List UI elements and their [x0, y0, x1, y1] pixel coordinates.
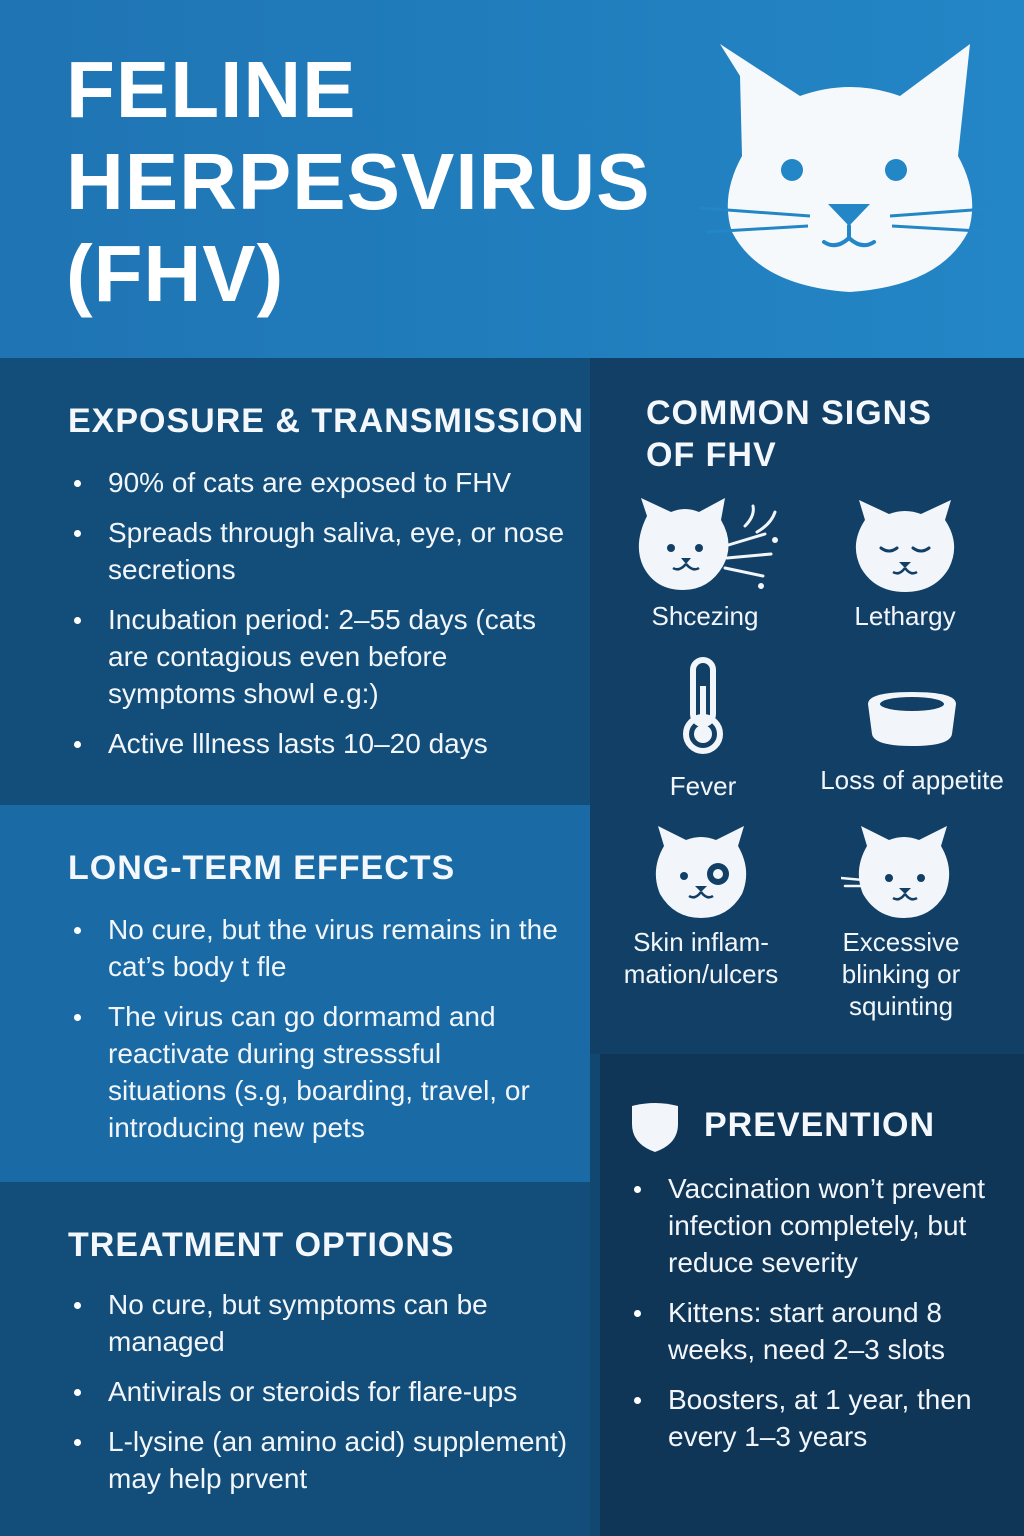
title-line-2: HERPESVIRUS [66, 137, 651, 226]
exposure-section [0, 358, 590, 805]
sign-blinking [796, 824, 1006, 1022]
list-item: Antivirals or steroids for flare-ups [68, 1373, 573, 1410]
sign-label: Shcezing [651, 601, 759, 631]
title-line-3: (FHV) [66, 229, 285, 318]
sign-label: Excessive blinking or squinting [841, 927, 961, 1021]
prevention-list [628, 1170, 1008, 1468]
list-item: Kittens: start around 8 weeks, need 2–3 slots [628, 1294, 1008, 1368]
squinting-cat-icon [841, 824, 961, 920]
list-item: Vaccination won’t prevent infection completely, but reduce severity [628, 1170, 1008, 1281]
title-line-1: FELINE [66, 45, 357, 134]
sneezing-cat-icon [625, 496, 785, 594]
sign-fever [598, 656, 808, 802]
list-item: Boosters, at 1 year, then every 1–3 years [628, 1381, 1008, 1455]
list-item: No cure, but symptoms can be managed [68, 1286, 573, 1360]
sign-label: Loss of appetite [820, 765, 1004, 795]
treatment-title: TREATMENT OPTIONS [68, 1226, 455, 1264]
longterm-title: LONG-TERM EFFECTS [68, 849, 456, 887]
cat-face-logo-icon [700, 36, 1000, 298]
list-item: Spreads through saliva, eye, or nose secretions [68, 514, 568, 588]
signs-title [646, 392, 932, 476]
signs-section [590, 358, 1024, 1054]
sign-lethargy [800, 498, 1010, 632]
header-banner [0, 0, 1024, 358]
signs-title-line-1: COMMON SIGNS [646, 394, 932, 432]
list-item: Incubation period: 2–55 days (cats are contagious even before symptoms showl e.g:) [68, 601, 568, 712]
sleepy-cat-icon [845, 498, 965, 594]
sign-label: Lethargy [854, 601, 956, 631]
exposure-list [68, 464, 568, 775]
food-bowl-icon [862, 688, 962, 748]
exposure-title: EXPOSURE & TRANSMISSION [68, 402, 585, 440]
sign-label: Skin inflam- mation/ulcers [623, 927, 779, 989]
thermometer-icon [673, 656, 733, 756]
sign-sneezing [600, 496, 810, 632]
list-item: Active lllness lasts 10–20 days [68, 725, 568, 762]
signs-title-line-2: OF FHV [646, 436, 777, 474]
prevention-section [600, 1054, 1024, 1536]
longterm-list [68, 911, 558, 1159]
treatment-list [68, 1286, 573, 1510]
shield-icon [628, 1102, 682, 1152]
list-item: 90% of cats are exposed to FHV [68, 464, 568, 501]
treatment-section [0, 1182, 590, 1536]
eye-ulcer-cat-icon [646, 824, 756, 920]
sign-skin [596, 824, 806, 990]
sign-appetite [800, 688, 1024, 796]
sign-label: Fever [669, 771, 737, 801]
list-item: L-lysine (an amino acid) supplement) may help prvent [68, 1423, 573, 1497]
list-item: The virus can go dormamd and reactivate during stresssful situations (s.g, boarding, travel, or introducing new pets [68, 998, 558, 1146]
prevention-title: PREVENTION [704, 1106, 936, 1144]
list-item: No cure, but the virus remains in the cat’s body t fle [68, 911, 558, 985]
page-title [66, 44, 706, 320]
longterm-section [0, 805, 590, 1182]
